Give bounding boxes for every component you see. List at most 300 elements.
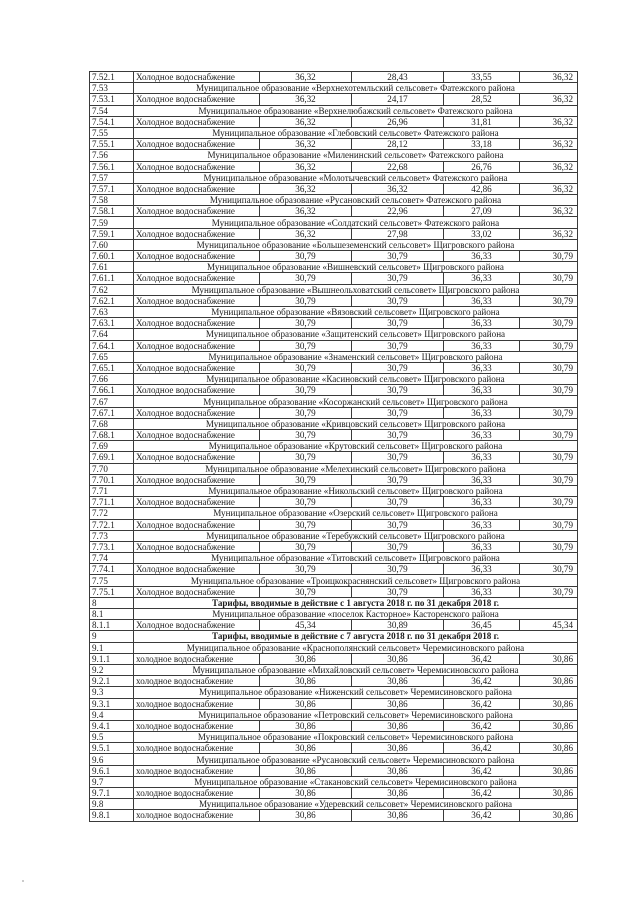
tariff-value: 30,79	[520, 564, 578, 575]
tariff-value: 36,32	[520, 161, 578, 172]
tariff-value: 30,86	[520, 788, 578, 799]
municipality-row	[90, 105, 578, 116]
service-name: Холодное водоснабжение	[134, 541, 260, 552]
municipality-row	[90, 127, 578, 138]
tariff-value: 30,79	[260, 295, 352, 306]
tariff-value: 30,79	[260, 497, 352, 508]
service-name: Холодное водоснабжение	[134, 251, 260, 262]
service-name: Холодное водоснабжение	[134, 474, 260, 485]
tariff-value: 30,79	[352, 295, 444, 306]
tariff-value: 36,33	[444, 497, 520, 508]
row-number: 7.68	[90, 418, 134, 429]
municipality-row	[90, 732, 578, 743]
municipality-row	[90, 262, 578, 273]
tariff-value: 30,79	[260, 586, 352, 597]
municipality-row	[90, 687, 578, 698]
scan-speck	[22, 880, 24, 882]
row-number: 7.71.1	[90, 497, 134, 508]
tariff-value: 30,79	[260, 452, 352, 463]
municipality-row	[90, 485, 578, 496]
service-name: холодное водоснабжение	[134, 676, 260, 687]
municipality-row	[90, 217, 578, 228]
row-number: 7.54	[90, 105, 134, 116]
municipality-row	[90, 776, 578, 787]
tariff-value: 36,32	[260, 183, 352, 194]
tariff-value: 36,32	[260, 72, 352, 83]
row-number: 9.2.1	[90, 676, 134, 687]
tariff-value: 30,79	[260, 430, 352, 441]
municipality-row	[90, 799, 578, 810]
tariff-value: 30,79	[260, 318, 352, 329]
tariff-row	[90, 72, 578, 83]
tariff-value: 36,33	[444, 541, 520, 552]
tariff-value: 36,42	[444, 653, 520, 664]
row-number: 9.4	[90, 709, 134, 720]
tariff-value: 30,79	[520, 318, 578, 329]
tariff-value: 30,79	[352, 251, 444, 262]
tariff-value: 30,86	[352, 676, 444, 687]
row-number: 7.75	[90, 575, 134, 586]
section-header-row	[90, 631, 578, 642]
tariff-row	[90, 698, 578, 709]
row-number: 7.73.1	[90, 541, 134, 552]
municipality-name: Муниципальное образование «Глебовский сельсовет» Фатежского района	[134, 127, 578, 138]
service-name: Холодное водоснабжение	[134, 519, 260, 530]
municipality-row	[90, 306, 578, 317]
tariff-value: 30,79	[352, 519, 444, 530]
tariff-value: 30,79	[520, 295, 578, 306]
service-name: Холодное водоснабжение	[134, 273, 260, 284]
municipality-name: Муниципальное образование «Петровский сельсовет» Черемисиновского района	[134, 709, 578, 720]
row-number: 8	[90, 597, 134, 608]
tariff-value: 30,86	[260, 788, 352, 799]
service-name: Холодное водоснабжение	[134, 161, 260, 172]
municipality-name: Муниципальное образование «Мелехинский сельсовет» Щигровского района	[134, 463, 578, 474]
tariff-value: 33,02	[444, 228, 520, 239]
tariff-row	[90, 206, 578, 217]
tariff-table	[89, 71, 578, 822]
municipality-row	[90, 441, 578, 452]
row-number: 9	[90, 631, 134, 642]
tariff-value: 30,86	[352, 743, 444, 754]
municipality-name: Муниципальное образование «Никольский сельсовет» Щигровского района	[134, 485, 578, 496]
municipality-name: Муниципальное образование «Ниженский сельсовет» Черемисиновского района	[134, 687, 578, 698]
tariff-value: 27,09	[444, 206, 520, 217]
service-name: Холодное водоснабжение	[134, 385, 260, 396]
municipality-name: Муниципальное образование «поселок Касторное» Касторенского района	[134, 609, 578, 620]
tariff-value: 30,79	[520, 251, 578, 262]
tariff-value: 30,79	[520, 273, 578, 284]
service-name: холодное водоснабжение	[134, 810, 260, 821]
tariff-value: 36,33	[444, 251, 520, 262]
tariff-value: 36,33	[444, 295, 520, 306]
row-number: 7.55	[90, 127, 134, 138]
row-number: 9.8	[90, 799, 134, 810]
tariff-value: 28,43	[352, 72, 444, 83]
tariff-value: 36,32	[260, 206, 352, 217]
tariff-value: 30,79	[352, 318, 444, 329]
tariff-value: 30,79	[260, 340, 352, 351]
tariff-value: 30,79	[260, 251, 352, 262]
row-number: 7.62	[90, 284, 134, 295]
municipality-name: Муниципальное образование «Вязовский сельсовет» Щигровского района	[134, 306, 578, 317]
service-name: Холодное водоснабжение	[134, 295, 260, 306]
municipality-name: Муниципальное образование «Покровский сельсовет» Черемисиновского района	[134, 732, 578, 743]
row-number: 9.7	[90, 776, 134, 787]
municipality-row	[90, 709, 578, 720]
row-number: 7.56.1	[90, 161, 134, 172]
tariff-value: 30,79	[520, 497, 578, 508]
municipality-row	[90, 463, 578, 474]
tariff-value: 30,86	[520, 720, 578, 731]
municipality-name: Муниципальное образование «Знаменский сельсовет» Щигровского района	[134, 351, 578, 362]
tariff-value: 36,32	[520, 72, 578, 83]
tariff-value: 36,33	[444, 452, 520, 463]
municipality-name: Муниципальное образование «Крутовский сельсовет» Щигровского района	[134, 441, 578, 452]
municipality-row	[90, 172, 578, 183]
tariff-row	[90, 116, 578, 127]
tariff-value: 30,79	[352, 340, 444, 351]
tariff-value: 30,79	[260, 519, 352, 530]
tariff-value: 27,98	[352, 228, 444, 239]
tariff-value: 30,86	[352, 765, 444, 776]
tariff-value: 36,33	[444, 430, 520, 441]
tariff-row	[90, 810, 578, 821]
tariff-value: 36,32	[352, 183, 444, 194]
row-number: 9.3	[90, 687, 134, 698]
row-number: 7.64	[90, 329, 134, 340]
tariff-value: 30,79	[260, 474, 352, 485]
tariff-row	[90, 452, 578, 463]
tariff-value: 30,79	[352, 273, 444, 284]
tariff-value: 45,34	[520, 620, 578, 631]
tariff-value: 30,79	[260, 564, 352, 575]
service-name: Холодное водоснабжение	[134, 407, 260, 418]
section-title: Тарифы, вводимые в действие с 7 августа 2018 г. по 31 декабря 2018 г.	[134, 631, 578, 642]
municipality-row	[90, 239, 578, 250]
row-number: 7.67.1	[90, 407, 134, 418]
tariff-value: 30,79	[520, 586, 578, 597]
service-name: холодное водоснабжение	[134, 743, 260, 754]
municipality-row	[90, 374, 578, 385]
tariff-value: 30,79	[352, 430, 444, 441]
row-number: 9.5.1	[90, 743, 134, 754]
tariff-value: 30,79	[520, 407, 578, 418]
tariff-row	[90, 743, 578, 754]
municipality-row	[90, 754, 578, 765]
row-number: 7.57.1	[90, 183, 134, 194]
tariff-value: 30,86	[520, 653, 578, 664]
tariff-value: 36,33	[444, 340, 520, 351]
tariff-value: 30,79	[520, 541, 578, 552]
tariff-row	[90, 788, 578, 799]
service-name: Холодное водоснабжение	[134, 206, 260, 217]
municipality-name: Муниципальное образование «Молотычевский сельсовет» Фатежского района	[134, 172, 578, 183]
tariff-value: 30,79	[520, 519, 578, 530]
municipality-row	[90, 351, 578, 362]
tariff-row	[90, 318, 578, 329]
tariff-row	[90, 430, 578, 441]
row-number: 7.65	[90, 351, 134, 362]
row-number: 7.55.1	[90, 139, 134, 150]
municipality-name: Муниципальное образование «Теребужский сельсовет» Щигровского района	[134, 530, 578, 541]
tariff-value: 30,86	[352, 720, 444, 731]
row-number: 9.6	[90, 754, 134, 765]
tariff-row	[90, 720, 578, 731]
municipality-row	[90, 642, 578, 653]
row-number: 8.1.1	[90, 620, 134, 631]
service-name: Холодное водоснабжение	[134, 94, 260, 105]
tariff-value: 30,86	[352, 698, 444, 709]
tariff-value: 30,79	[260, 362, 352, 373]
tariff-value: 36,32	[520, 183, 578, 194]
service-name: Холодное водоснабжение	[134, 318, 260, 329]
municipality-name: Муниципальное образование «Вишневский сельсовет» Щигровского района	[134, 262, 578, 273]
tariff-row	[90, 251, 578, 262]
tariff-value: 30,86	[260, 698, 352, 709]
municipality-row	[90, 664, 578, 675]
tariff-value: 36,33	[444, 586, 520, 597]
row-number: 7.71	[90, 485, 134, 496]
municipality-row	[90, 83, 578, 94]
tariff-value: 30,79	[352, 407, 444, 418]
tariff-row	[90, 653, 578, 664]
row-number: 7.72	[90, 508, 134, 519]
tariff-row	[90, 340, 578, 351]
row-number: 7.74.1	[90, 564, 134, 575]
tariff-value: 36,33	[444, 362, 520, 373]
section-header-row	[90, 597, 578, 608]
row-number: 7.70	[90, 463, 134, 474]
municipality-name: Муниципальное образование «Верхнехотемльский сельсовет» Фатежского района	[134, 83, 578, 94]
tariff-value: 30,79	[260, 273, 352, 284]
tariff-value: 28,12	[352, 139, 444, 150]
row-number: 7.56	[90, 150, 134, 161]
row-number: 7.59	[90, 217, 134, 228]
municipality-name: Муниципальное образование «Троицкокраснянский сельсовет» Щигровского района	[134, 575, 578, 586]
row-number: 7.70.1	[90, 474, 134, 485]
tariff-value: 30,86	[260, 765, 352, 776]
tariff-value: 30,79	[352, 497, 444, 508]
tariff-row	[90, 385, 578, 396]
tariff-value: 36,33	[444, 519, 520, 530]
municipality-name: Муниципальное образование «Большеземенский сельсовет» Щигровского района	[134, 239, 578, 250]
tariff-value: 30,86	[260, 810, 352, 821]
tariff-value: 30,86	[352, 788, 444, 799]
service-name: холодное водоснабжение	[134, 653, 260, 664]
tariff-value: 36,32	[260, 161, 352, 172]
tariff-value: 30,79	[352, 385, 444, 396]
municipality-name: Муниципальное образование «Солдатский сельсовет» Фатежского района	[134, 217, 578, 228]
row-number: 7.74	[90, 553, 134, 564]
service-name: Холодное водоснабжение	[134, 228, 260, 239]
tariff-value: 36,32	[520, 116, 578, 127]
tariff-value: 31,81	[444, 116, 520, 127]
tariff-value: 30,79	[352, 541, 444, 552]
row-number: 7.61.1	[90, 273, 134, 284]
service-name: Холодное водоснабжение	[134, 430, 260, 441]
tariff-row	[90, 620, 578, 631]
tariff-value: 30,86	[352, 653, 444, 664]
service-name: Холодное водоснабжение	[134, 564, 260, 575]
tariff-value: 36,33	[444, 273, 520, 284]
tariff-value: 30,79	[520, 385, 578, 396]
tariff-row	[90, 94, 578, 105]
tariff-value: 36,32	[520, 206, 578, 217]
row-number: 7.52.1	[90, 72, 134, 83]
tariff-value: 33,55	[444, 72, 520, 83]
tariff-value: 36,32	[260, 94, 352, 105]
section-title: Тарифы, вводимые в действие с 1 августа 2018 г. по 31 декабря 2018 г.	[134, 597, 578, 608]
tariff-row	[90, 183, 578, 194]
row-number: 7.75.1	[90, 586, 134, 597]
tariff-row	[90, 765, 578, 776]
tariff-value: 36,32	[520, 228, 578, 239]
municipality-row	[90, 329, 578, 340]
tariff-value: 36,45	[444, 620, 520, 631]
tariff-value: 30,79	[352, 586, 444, 597]
tariff-value: 30,79	[520, 340, 578, 351]
tariff-row	[90, 139, 578, 150]
tariff-value: 30,86	[520, 676, 578, 687]
row-number: 7.61	[90, 262, 134, 273]
tariff-row	[90, 564, 578, 575]
row-number: 7.58	[90, 195, 134, 206]
row-number: 9.3.1	[90, 698, 134, 709]
row-number: 7.63	[90, 306, 134, 317]
tariff-value: 36,33	[444, 474, 520, 485]
service-name: холодное водоснабжение	[134, 765, 260, 776]
municipality-name: Муниципальное образование «Защитенский сельсовет» Щигровского района	[134, 329, 578, 340]
tariff-value: 30,86	[260, 653, 352, 664]
tariff-value: 36,32	[260, 228, 352, 239]
service-name: Холодное водоснабжение	[134, 620, 260, 631]
row-number: 8.1	[90, 609, 134, 620]
tariff-value: 36,42	[444, 676, 520, 687]
tariff-value: 36,33	[444, 407, 520, 418]
tariff-row	[90, 228, 578, 239]
row-number: 7.68.1	[90, 430, 134, 441]
service-name: Холодное водоснабжение	[134, 497, 260, 508]
tariff-value: 30,89	[352, 620, 444, 631]
tariff-value: 30,79	[260, 541, 352, 552]
row-number: 7.66	[90, 374, 134, 385]
municipality-row	[90, 575, 578, 586]
tariff-value: 30,79	[352, 564, 444, 575]
municipality-name: Муниципальное образование «Озерский сельсовет» Щигровского района	[134, 508, 578, 519]
row-number: 9.5	[90, 732, 134, 743]
row-number: 7.62.1	[90, 295, 134, 306]
tariff-value: 36,42	[444, 720, 520, 731]
municipality-name: Муниципальное образование «Стакановский сельсовет» Черемисиновского района	[134, 776, 578, 787]
row-number: 7.73	[90, 530, 134, 541]
tariff-value: 30,86	[260, 720, 352, 731]
tariff-row	[90, 519, 578, 530]
service-name: холодное водоснабжение	[134, 788, 260, 799]
tariff-row	[90, 295, 578, 306]
tariff-value: 30,79	[352, 452, 444, 463]
row-number: 7.64.1	[90, 340, 134, 351]
tariff-value: 30,86	[520, 765, 578, 776]
tariff-value: 30,86	[352, 810, 444, 821]
tariff-row	[90, 474, 578, 485]
row-number: 7.57	[90, 172, 134, 183]
row-number: 9.4.1	[90, 720, 134, 731]
row-number: 7.72.1	[90, 519, 134, 530]
service-name: Холодное водоснабжение	[134, 139, 260, 150]
service-name: Холодное водоснабжение	[134, 72, 260, 83]
service-name: Холодное водоснабжение	[134, 116, 260, 127]
tariff-value: 22,96	[352, 206, 444, 217]
municipality-name: Муниципальное образование «Русановский сельсовет» Фатежского района	[134, 195, 578, 206]
municipality-row	[90, 530, 578, 541]
row-number: 7.63.1	[90, 318, 134, 329]
service-name: Холодное водоснабжение	[134, 183, 260, 194]
tariff-value: 30,86	[520, 810, 578, 821]
tariff-value: 30,79	[352, 362, 444, 373]
municipality-name: Муниципальное образование «Касиновский сельсовет» Щигровского района	[134, 374, 578, 385]
service-name: Холодное водоснабжение	[134, 452, 260, 463]
service-name: Холодное водоснабжение	[134, 586, 260, 597]
tariff-value: 26,76	[444, 161, 520, 172]
tariff-row	[90, 586, 578, 597]
tariff-value: 36,42	[444, 810, 520, 821]
tariff-value: 30,79	[352, 474, 444, 485]
tariff-value: 36,42	[444, 788, 520, 799]
tariff-value: 28,52	[444, 94, 520, 105]
municipality-row	[90, 150, 578, 161]
tariff-value: 36,33	[444, 564, 520, 575]
tariff-value: 30,79	[260, 385, 352, 396]
tariff-value: 36,42	[444, 698, 520, 709]
municipality-row	[90, 508, 578, 519]
row-number: 7.67	[90, 396, 134, 407]
tariff-value: 22,68	[352, 161, 444, 172]
tariff-value: 30,86	[520, 743, 578, 754]
row-number: 7.58.1	[90, 206, 134, 217]
municipality-row	[90, 553, 578, 564]
municipality-name: Муниципальное образование «Русановский сельсовет» Черемисиновского района	[134, 754, 578, 765]
row-number: 7.59.1	[90, 228, 134, 239]
tariff-value: 36,42	[444, 743, 520, 754]
tariff-value: 36,32	[520, 94, 578, 105]
municipality-row	[90, 609, 578, 620]
tariff-value: 30,86	[260, 743, 352, 754]
tariff-value: 30,79	[520, 430, 578, 441]
tariff-row	[90, 541, 578, 552]
tariff-value: 30,86	[520, 698, 578, 709]
row-number: 9.7.1	[90, 788, 134, 799]
tariff-row	[90, 362, 578, 373]
municipality-name: Муниципальное образование «Вышнеольховатский сельсовет» Щигровского района	[134, 284, 578, 295]
service-name: холодное водоснабжение	[134, 720, 260, 731]
tariff-value: 36,32	[260, 139, 352, 150]
municipality-name: Муниципальное образование «Удеревский сельсовет» Черемисиновского района	[134, 799, 578, 810]
tariff-value: 33,18	[444, 139, 520, 150]
row-number: 9.6.1	[90, 765, 134, 776]
service-name: Холодное водоснабжение	[134, 362, 260, 373]
row-number: 7.53	[90, 83, 134, 94]
municipality-row	[90, 418, 578, 429]
municipality-name: Муниципальное образование «Краснополянский сельсовет» Черемисиновского района	[134, 642, 578, 653]
tariff-value: 30,79	[260, 407, 352, 418]
tariff-row	[90, 676, 578, 687]
row-number: 7.54.1	[90, 116, 134, 127]
row-number: 9.2	[90, 664, 134, 675]
tariff-value: 45,34	[260, 620, 352, 631]
row-number: 7.69.1	[90, 452, 134, 463]
municipality-name: Муниципальное образование «Кривцовский сельсовет» Щигровского района	[134, 418, 578, 429]
